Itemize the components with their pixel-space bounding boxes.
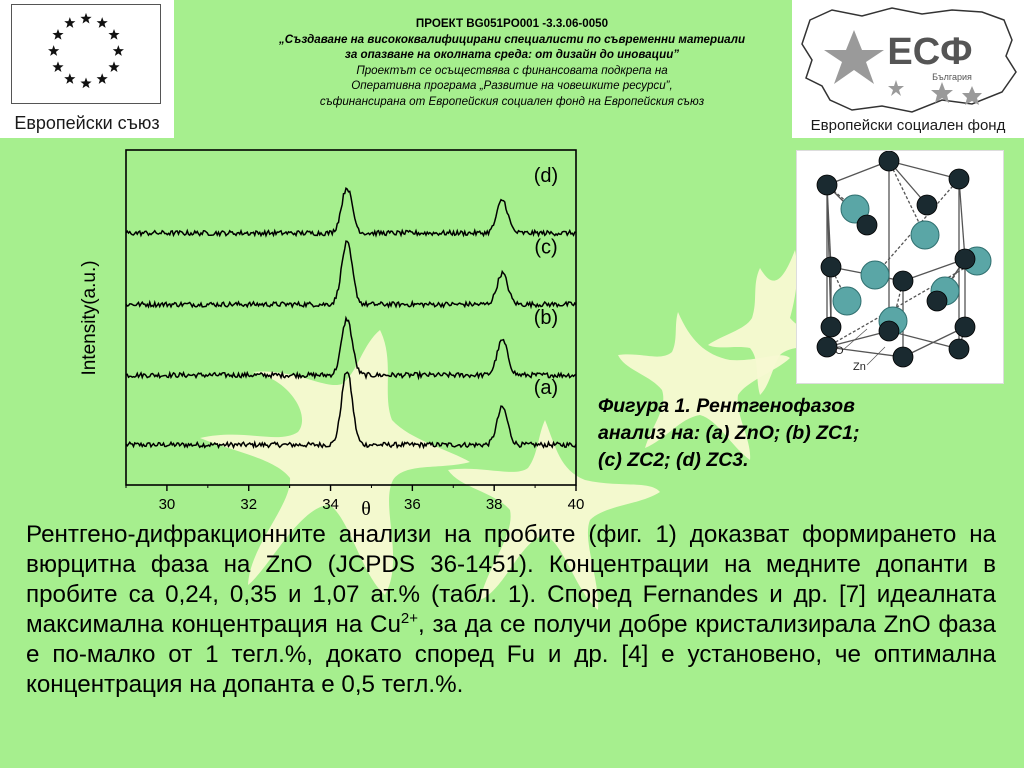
x-tick-label: 36	[404, 496, 421, 513]
label-o: O	[835, 345, 844, 357]
eu-flag-icon	[11, 4, 161, 104]
o-atom-icon	[917, 195, 937, 215]
x-tick-label: 32	[240, 496, 258, 513]
o-atom-icon	[879, 151, 899, 171]
series-label: (d)	[533, 165, 559, 188]
o-atom-icon	[893, 271, 913, 291]
series-line	[126, 241, 576, 307]
project-header	[210, 16, 814, 109]
x-tick-label: 34	[322, 496, 339, 513]
y-axis-label: Intensity(a.u.)	[79, 260, 100, 376]
o-atom-icon	[821, 317, 841, 337]
esf-logo	[792, 0, 1024, 138]
o-atom-icon	[879, 321, 899, 341]
zn-atom-icon	[833, 287, 861, 315]
zn-atom-icon	[911, 221, 939, 249]
figure-caption-line2: анализ на: (a) ZnO; (b) ZC1;	[598, 422, 860, 444]
eu-logo	[0, 0, 174, 138]
funding-line3: съфинансирана от Европейския социален фонд на Европейския съюз	[319, 94, 705, 108]
o-atom-icon	[955, 317, 975, 337]
funding-line1: Проектът се осъществява с финансовата подкрепа на	[356, 63, 668, 77]
o-atom-icon	[817, 175, 837, 195]
esf-caption: Европейски социален фонд	[810, 117, 1006, 134]
series-line	[126, 188, 576, 235]
funding-line2: Оперативна програма „Развитие на човешките ресурси”,	[351, 79, 673, 92]
project-title-line1: „Създаване на висококвалифицирани специалисти по съвременни материали	[278, 32, 746, 46]
wurtzite-structure-icon	[797, 151, 1003, 383]
project-title-line2: за опазване на околната среда: от дизайн до иновации”	[344, 48, 680, 61]
o-atom-icon	[857, 215, 877, 235]
body-paragraph	[26, 520, 996, 700]
figure-caption-line3: (c) ZC2; (d) ZC3.	[598, 449, 749, 471]
x-tick-label: 30	[158, 496, 176, 513]
x-tick-label: 40	[567, 496, 585, 513]
o-atom-icon	[927, 291, 947, 311]
label-zn: Zn	[853, 361, 866, 373]
esf-mark: ЕСФ	[887, 31, 973, 73]
body-text-part1: Рентгено-дифракционните анализи на пробите (фиг. 1) доказват формирането на вюрцитна фаза на ZnO (JCPDS 36-1451). Концентрации на медните допанти в пробите са 0,24, 0,35 и 1,07 ат.% (табл. 1). Според Fernandes и др. [7] идеалната максимална концентрация на Cu	[26, 521, 996, 638]
o-atom-icon	[949, 169, 969, 189]
x-tick-label: 38	[485, 496, 503, 513]
series-label: (c)	[534, 236, 558, 259]
body-superscript: 2+	[400, 609, 419, 627]
crystal-structure-image	[796, 150, 1004, 384]
eu-caption: Европейски съюз	[14, 113, 160, 133]
xrd-chart	[60, 140, 600, 530]
bulgaria-map-icon	[792, 0, 1024, 118]
figure-caption	[598, 393, 998, 474]
project-code: ПРОЕКТ BG051PO001 -3.3.06-0050	[415, 17, 609, 30]
o-atom-icon	[821, 257, 841, 277]
series-label: (b)	[533, 307, 559, 330]
o-atom-icon	[893, 347, 913, 367]
o-atom-icon	[949, 339, 969, 359]
series-line	[126, 372, 576, 447]
o-atom-icon	[955, 249, 975, 269]
x-axis-label: θ	[361, 498, 371, 520]
esf-country: България	[932, 72, 972, 82]
o-atom-icon	[817, 337, 837, 357]
series-label: (a)	[533, 376, 559, 399]
body-text-part2: , за да се получи добре кристализирала ZnO фаза е по-малко от 1 тегл.%, докато според Fu и др. [4] е установено, че оптимална концентрация на допанта е 0,5 тегл.%.	[26, 611, 996, 698]
series-line	[126, 318, 576, 378]
figure-caption-line1: Фигура 1. Рентгенофазов	[598, 395, 855, 417]
zn-atom-icon	[861, 261, 889, 289]
